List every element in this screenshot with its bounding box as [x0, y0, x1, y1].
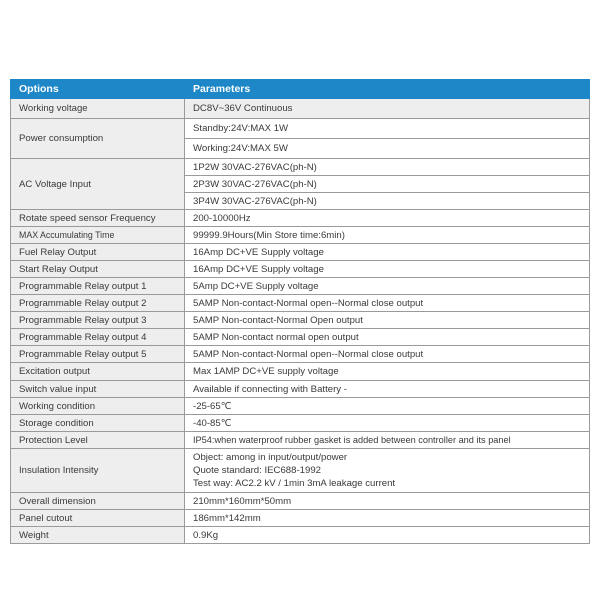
- table-row: [11, 346, 590, 363]
- table-row: [11, 244, 590, 261]
- table-header-row: [11, 80, 590, 99]
- parameter-cell: 5AMP Non-contact-Normal open--Normal close output: [185, 295, 590, 312]
- parameter-cell: 5AMP Non-contact-Normal open--Normal close output: [185, 346, 590, 363]
- option-cell: Switch value input: [11, 381, 185, 398]
- parameter-cell: 5AMP Non-contact normal open output: [185, 329, 590, 346]
- parameter-cell: 186mm*142mm: [185, 510, 590, 527]
- parameter-cell: IP54:when waterproof rubber gasket is added between controller and its panel: [185, 432, 590, 449]
- parameter-cell: Standby:24V:MAX 1W: [185, 119, 590, 139]
- table-row: [11, 381, 590, 398]
- table-row: [11, 227, 590, 244]
- table-row: [11, 398, 590, 415]
- option-cell: Working condition: [11, 398, 185, 415]
- options-header: Options: [11, 80, 185, 99]
- table-row: [11, 210, 590, 227]
- option-cell: Programmable Relay output 1: [11, 278, 185, 295]
- option-cell: Programmable Relay output 5: [11, 346, 185, 363]
- parameter-cell: 2P3W 30VAC-276VAC(ph-N): [185, 176, 590, 193]
- insulation-line: Quote standard: IEC688-1992: [193, 465, 322, 476]
- parameter-cell: 0.9Kg: [185, 527, 590, 544]
- table-row: [11, 261, 590, 278]
- option-cell: Power consumption: [11, 119, 185, 159]
- option-cell: Programmable Relay output 4: [11, 329, 185, 346]
- insulation-line: Object: among in input/output/power: [193, 452, 348, 463]
- table-row: [11, 432, 590, 449]
- option-cell: Overall dimension: [11, 493, 185, 510]
- parameter-cell: 16Amp DC+VE Supply voltage: [185, 244, 590, 261]
- parameter-cell: [185, 449, 590, 493]
- option-cell: Working voltage: [11, 99, 185, 119]
- table-row: [11, 493, 590, 510]
- table-row: [11, 415, 590, 432]
- parameter-cell: 16Amp DC+VE Supply voltage: [185, 261, 590, 278]
- parameter-cell: Working:24V:MAX 5W: [185, 139, 590, 159]
- spec-table: [10, 79, 590, 544]
- table-row: [11, 159, 590, 176]
- option-cell: MAX Accumulating Time: [11, 227, 185, 244]
- table-row: [11, 119, 590, 139]
- table-row: [11, 278, 590, 295]
- option-cell: Panel cutout: [11, 510, 185, 527]
- parameter-cell: Max 1AMP DC+VE supply voltage: [185, 363, 590, 381]
- parameter-cell: 1P2W 30VAC-276VAC(ph-N): [185, 159, 590, 176]
- table-row: [11, 449, 590, 493]
- table-row: [11, 312, 590, 329]
- option-cell: Rotate speed sensor Frequency: [11, 210, 185, 227]
- parameter-cell: 210mm*160mm*50mm: [185, 493, 590, 510]
- table-row: [11, 99, 590, 119]
- table-row: [11, 510, 590, 527]
- parameter-cell: -25-65℃: [185, 398, 590, 415]
- option-cell: Protection Level: [11, 432, 185, 449]
- insulation-line: Test way: AC2.2 kV / 1min 3mA leakage current: [193, 478, 396, 489]
- parameter-cell: 3P4W 30VAC-276VAC(ph-N): [185, 193, 590, 210]
- parameters-header: Parameters: [185, 80, 590, 99]
- option-cell: Start Relay Output: [11, 261, 185, 278]
- option-cell: Storage condition: [11, 415, 185, 432]
- option-cell: Insulation Intensity: [11, 449, 185, 493]
- table-row: [11, 527, 590, 544]
- option-cell: Excitation output: [11, 363, 185, 381]
- option-cell: AC Voltage Input: [11, 159, 185, 210]
- parameter-cell: DC8V~36V Continuous: [185, 99, 590, 119]
- parameter-cell: 5Amp DC+VE Supply voltage: [185, 278, 590, 295]
- parameter-cell: -40-85℃: [185, 415, 590, 432]
- option-cell: Weight: [11, 527, 185, 544]
- option-cell: Fuel Relay Output: [11, 244, 185, 261]
- option-cell: Programmable Relay output 3: [11, 312, 185, 329]
- parameter-cell: 200-10000Hz: [185, 210, 590, 227]
- option-cell: Programmable Relay output 2: [11, 295, 185, 312]
- table-row: [11, 295, 590, 312]
- parameter-cell: 5AMP Non-contact-Normal Open output: [185, 312, 590, 329]
- parameter-cell: 99999.9Hours(Min Store time:6min): [185, 227, 590, 244]
- table-row: [11, 363, 590, 381]
- table-row: [11, 329, 590, 346]
- parameter-cell: Available if connecting with Battery -: [185, 381, 590, 398]
